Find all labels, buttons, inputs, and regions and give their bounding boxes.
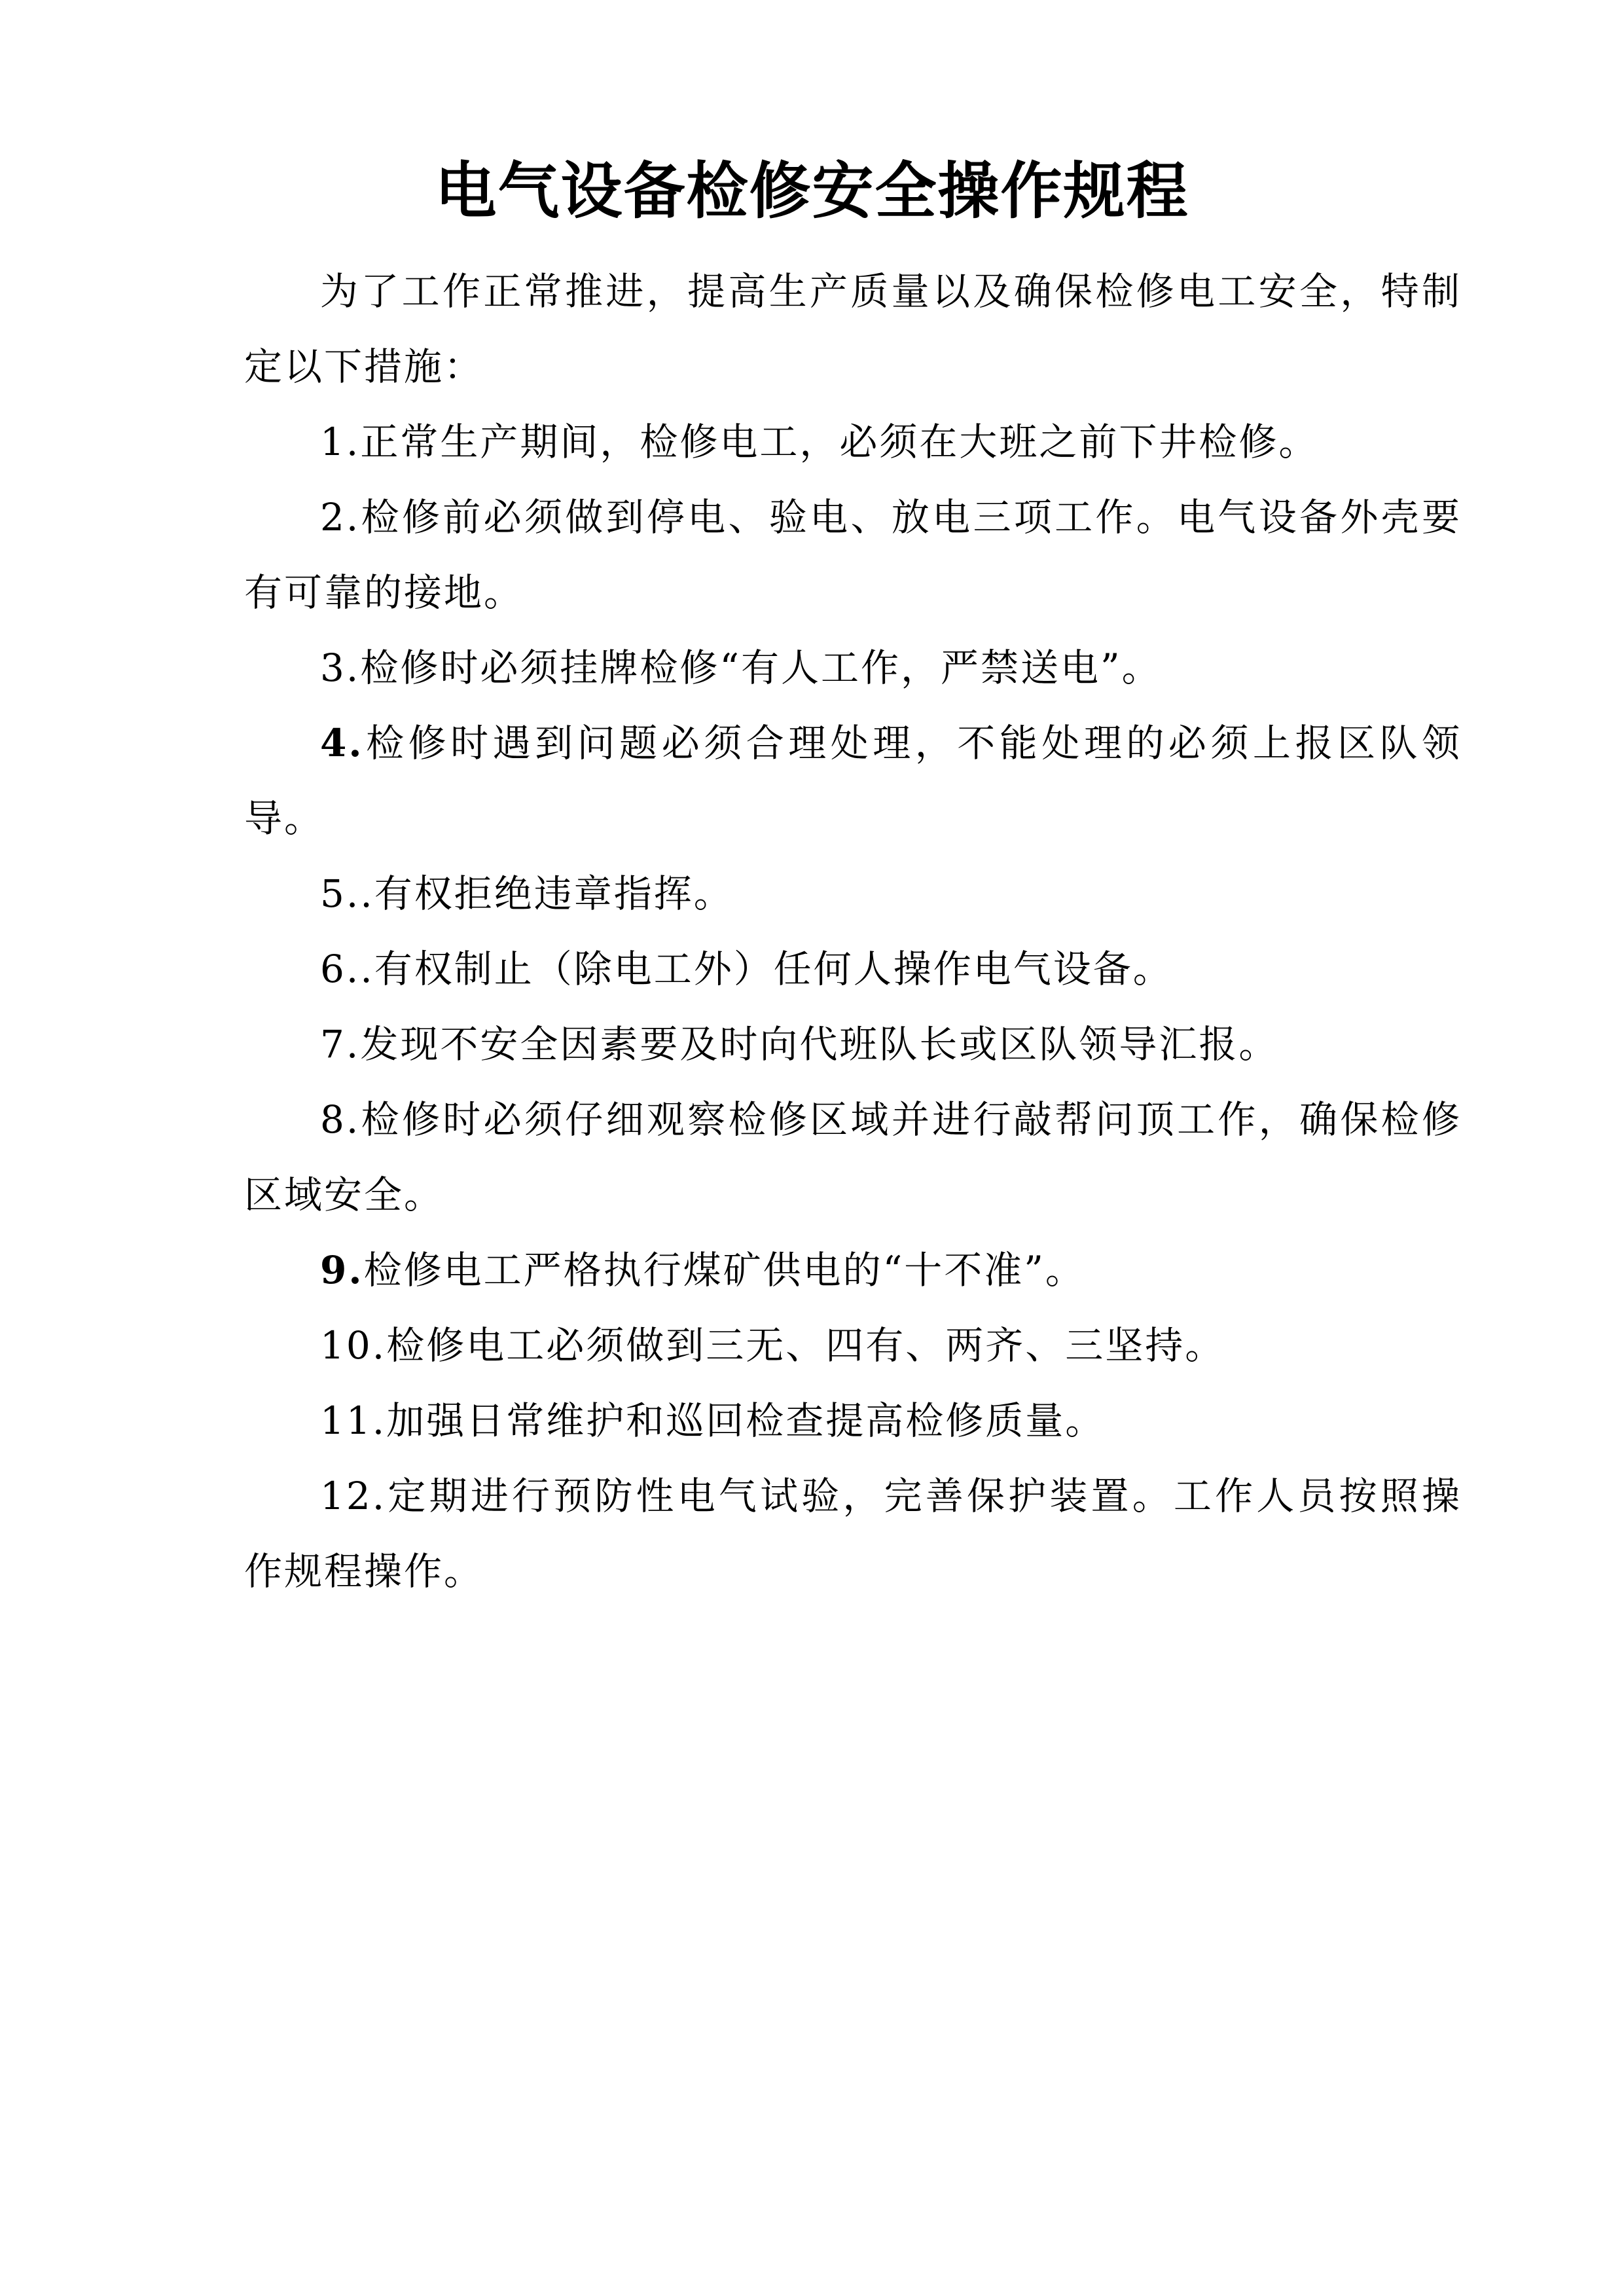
rule-item-3 <box>244 630 1462 706</box>
rule-number: 5.. <box>320 871 374 916</box>
rule-text: 正常生产期间，检修电工，必须在大班之前下井检修。 <box>360 420 1319 464</box>
rule-text: 检修前必须做到停电、验电、放电三项工作。电气设备外壳要有可靠的接地。 <box>244 495 1462 615</box>
rule-number: 7. <box>320 1022 361 1066</box>
rule-text: 检修时必须仔细观察检修区域并进行敲帮问顶工作，确保检修区域安全。 <box>244 1097 1462 1217</box>
rule-item-12 <box>244 1459 1462 1609</box>
rule-number: 3. <box>320 646 361 690</box>
document-title: 电气设备检修安全操作规程 <box>435 155 1189 227</box>
rule-number: 2. <box>320 495 361 539</box>
rule-text: 定期进行预防性电气试验，完善保护装置。工作人员按照操作规程操作。 <box>244 1474 1462 1594</box>
rule-text: 检修电工必须做到三无、四有、两齐、三坚持。 <box>386 1323 1225 1368</box>
rule-text: 有权拒绝违章指挥。 <box>374 871 734 916</box>
rule-item-7 <box>244 1007 1462 1082</box>
rule-item-2 <box>244 480 1462 630</box>
rule-text: 检修时遇到问题必须合理处理，不能处理的必须上报区队领导。 <box>244 721 1462 841</box>
rule-item-5 <box>244 856 1462 932</box>
document-body <box>244 254 1462 1609</box>
rule-number: 12. <box>320 1474 387 1518</box>
rule-item-8 <box>244 1082 1462 1233</box>
rule-number: 1. <box>320 420 361 464</box>
rule-item-4 <box>244 706 1462 856</box>
rule-text: 有权制止（除电工外）任何人操作电气设备。 <box>374 947 1173 991</box>
intro-paragraph: 为了工作正常推进，提高生产质量以及确保检修电工安全，特制定以下措施： <box>244 269 1462 389</box>
rule-text: 加强日常维护和巡回检查提高检修质量。 <box>386 1398 1106 1443</box>
rule-item-1 <box>244 405 1462 480</box>
rule-item-11 <box>244 1383 1462 1459</box>
rule-number: 4. <box>320 721 364 765</box>
rule-item-10 <box>244 1308 1462 1383</box>
rule-number: 11. <box>320 1398 387 1443</box>
rule-text: 检修时必须挂牌检修“有人工作，严禁送电”。 <box>360 646 1162 690</box>
rule-number: 10. <box>320 1323 387 1368</box>
rule-text: 检修电工严格执行煤矿供电的“十不准”。 <box>363 1248 1085 1292</box>
rule-item-9 <box>244 1233 1462 1308</box>
rule-text: 发现不安全因素要及时向代班队长或区队领导汇报。 <box>360 1022 1279 1066</box>
rule-number: 6.. <box>320 947 374 991</box>
rule-number: 9. <box>320 1248 364 1292</box>
rule-item-6 <box>244 932 1462 1007</box>
rule-number: 8. <box>320 1097 361 1142</box>
